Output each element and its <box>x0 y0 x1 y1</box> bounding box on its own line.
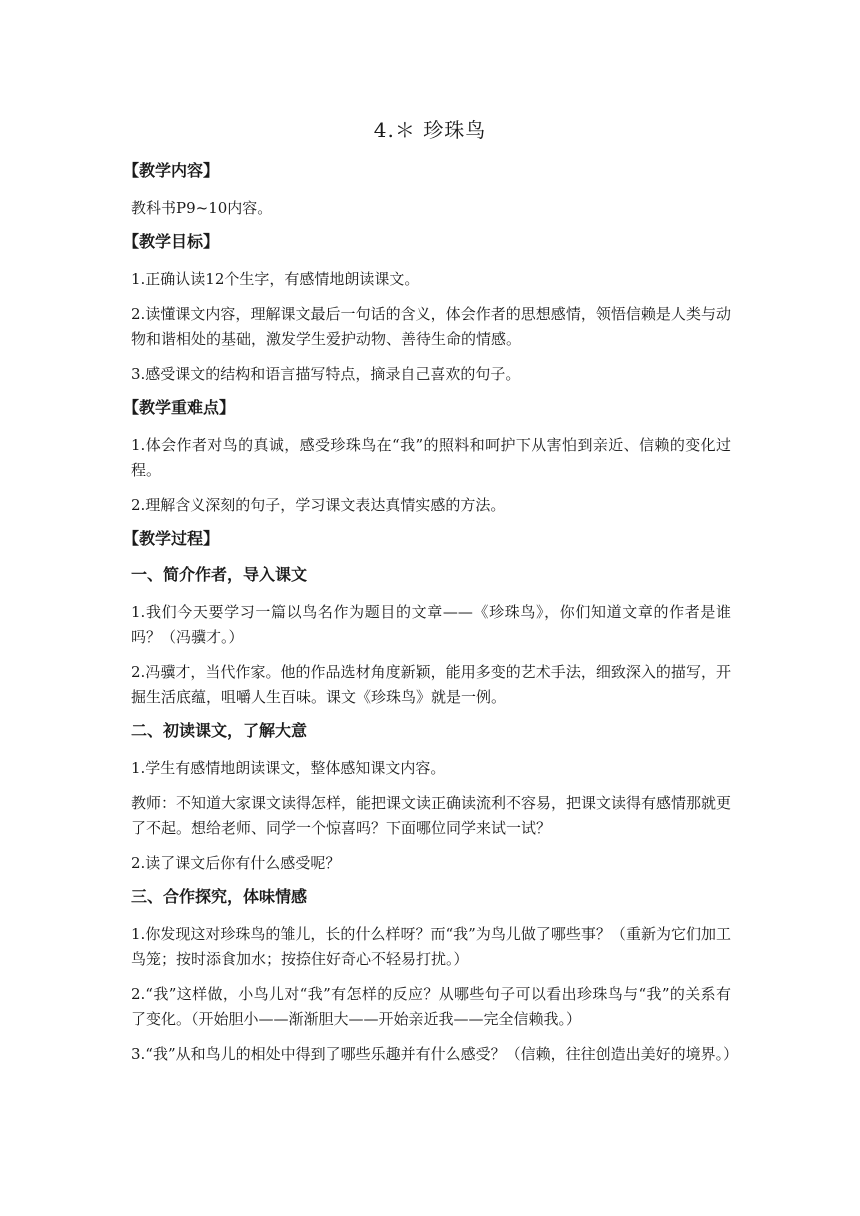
paragraph: 1.体会作者对鸟的真诚，感受珍珠鸟在“我”的照料和呵护下从害怕到亲近、信赖的变化过程。 <box>131 436 731 479</box>
section-heading-teaching-content: 【教学内容】 <box>123 161 220 180</box>
paragraph: 2.冯骥才，当代作家。他的作品选材角度新颖，能用多变的艺术手法，细致深入的描写，开掘生活底蕴，咀嚼人生百味。课文《珍珠鸟》就是一例。 <box>131 663 731 706</box>
section-heading-key-points: 【教学重难点】 <box>123 398 236 417</box>
paragraph: 1.学生有感情地朗读课文，整体感知课文内容。 <box>131 759 446 777</box>
paragraph: 2.读懂课文内容，理解课文最后一句话的含义，体会作者的思想感情，领悟信赖是人类与动物和谐相处的基础，激发学生爱护动物、善待生命的情感。 <box>131 305 731 348</box>
subsection-heading-1: 一、简介作者，导入课文 <box>131 565 308 584</box>
paragraph: 教科书P9~10内容。 <box>131 199 273 217</box>
subsection-heading-3: 三、合作探究，体味情感 <box>131 887 308 906</box>
paragraph: 2.读了课文后你有什么感受呢？ <box>131 854 341 872</box>
section-heading-teaching-process: 【教学过程】 <box>123 529 220 548</box>
paragraph: 教师：不知道大家课文读得怎样，能把课文读正确读流利不容易，把课文读得有感情那就更了不起。想给老师、同学一个惊喜吗？下面哪位同学来试一试？ <box>131 794 732 837</box>
subsection-heading-2: 二、初读课文，了解大意 <box>131 721 308 740</box>
paragraph: 3.“我”从和鸟儿的相处中得到了哪些乐趣并有什么感受？（信赖，往往创造出美好的境界。） <box>131 1045 739 1063</box>
paragraph: 1.你发现这对珍珠鸟的雏儿，长的什么样呀？而“我”为鸟儿做了哪些事？（重新为它们加工鸟笼；按时添食加水；按捺住好奇心不轻易打扰。） <box>131 925 731 968</box>
paragraph: 2.理解含义深刻的句子，学习课文表达真情实感的方法。 <box>131 496 506 514</box>
paragraph: 2.“我”这样做，小鸟儿对“我”有怎样的反应？从哪些句子可以看出珍珠鸟与“我”的关系有了变化。（开始胆小——渐渐胆大——开始亲近我——完全信赖我。） <box>131 985 731 1028</box>
paragraph: 1.正确认读12个生字，有感情地朗读课文。 <box>131 270 420 288</box>
document-title: 4.＊ 珍珠鸟 <box>373 118 487 142</box>
paragraph: 3.感受课文的结构和语言描写特点，摘录自己喜欢的句子。 <box>131 365 521 383</box>
paragraph: 1.我们今天要学习一篇以鸟名作为题目的文章——《珍珠鸟》，你们知道文章的作者是谁吗？（冯骥才。） <box>131 603 731 646</box>
section-heading-teaching-goals: 【教学目标】 <box>123 232 220 251</box>
document-body <box>123 160 739 1077</box>
